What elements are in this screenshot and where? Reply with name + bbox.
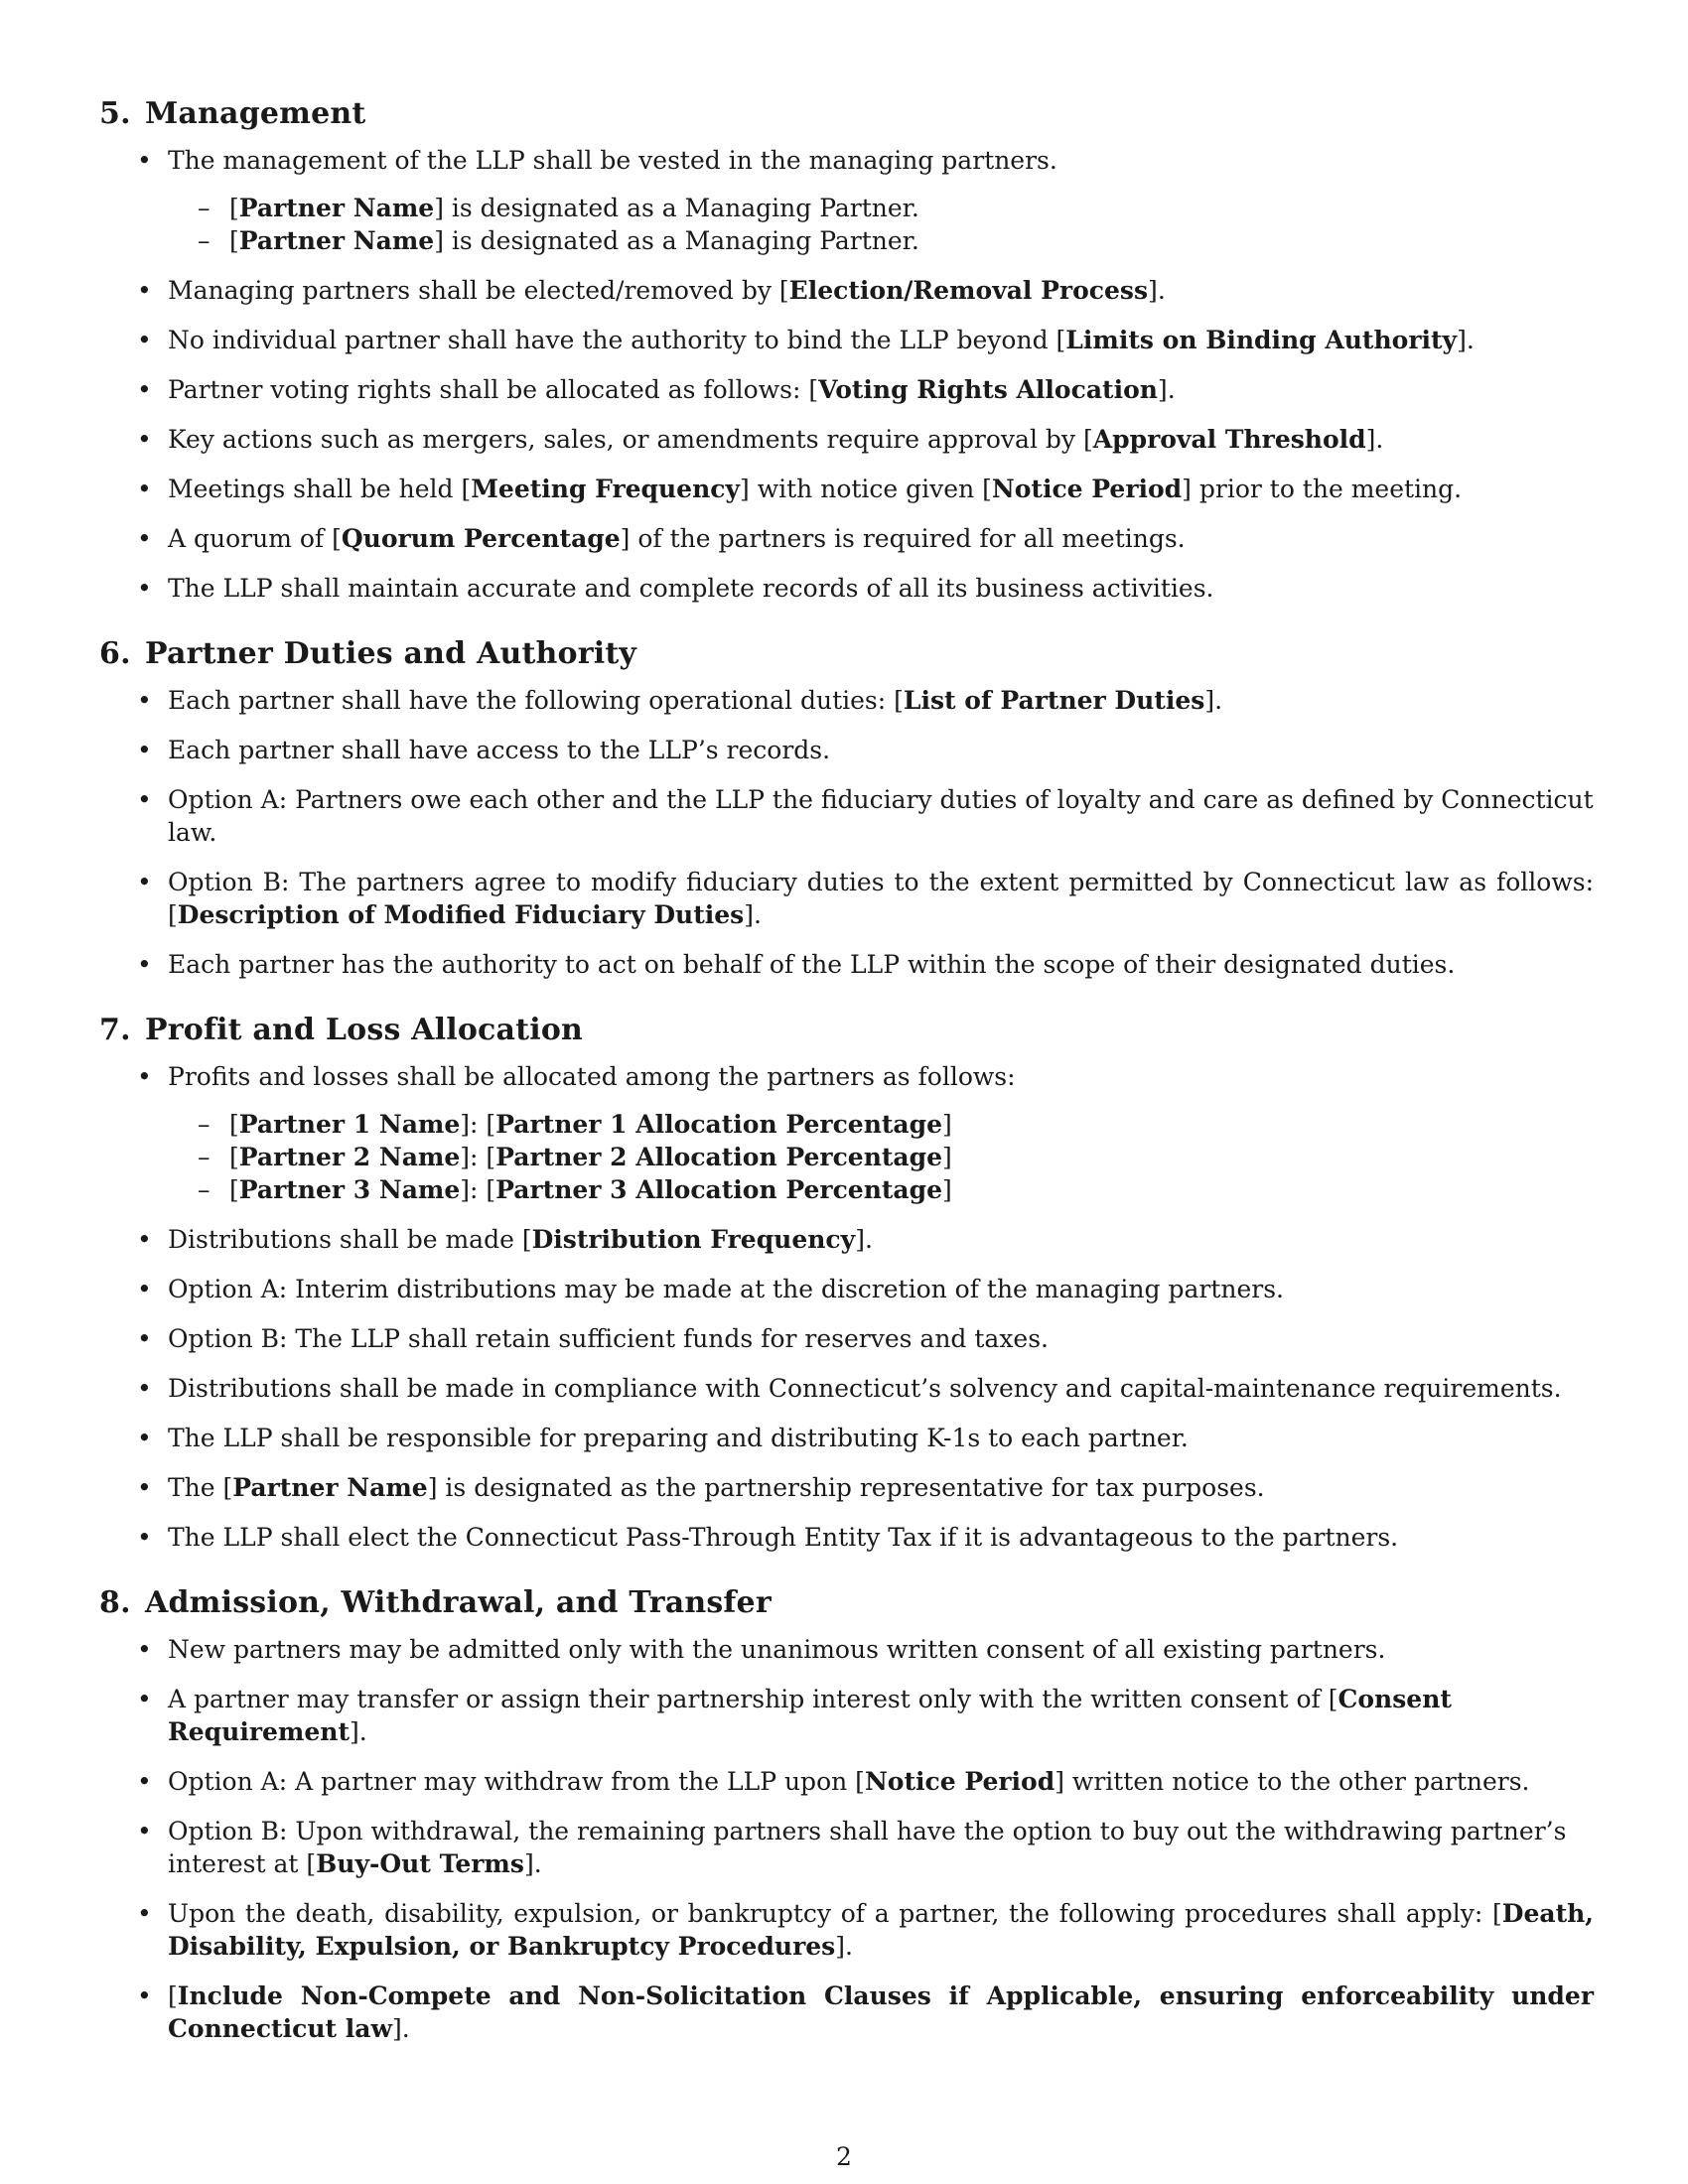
list-item: • Option B: The partners agree to modify fiduciary duties to the extent permitted by Connecticut law as follows: [Description of Modified Fiduciary Duties]. [99,866,1594,931]
list-item: • Each partner shall have the following operational duties: [List of Partner Duties]. [99,684,1594,717]
list-item: • Profits and losses shall be allocated among the partners as follows: – [Partner 1 Name]: [Partner 1 Allocation Percentage] – [Partner 2 Name]: [Partner 2 Allocation Percentage] – [Partner 3 Name]: [Partner 3 Allocation Percentage] [99,1060,1594,1206]
sub-list-item: – [Partner Name] is designated as a Managing Partner. [168,192,1594,224]
list-item: • The [Partner Name] is designated as the partnership representative for tax purposes. [99,1471,1594,1504]
sub-list [168,1108,1594,1206]
section-admission-withdrawal [99,1583,1594,2045]
list-item: • The LLP shall maintain accurate and complete records of all its business activities. [99,572,1594,605]
section-management [99,94,1594,605]
list-item: • Each partner shall have access to the LLP’s records. [99,734,1594,766]
section-heading: 8. Admission, Withdrawal, and Transfer [99,1585,772,1620]
list-item: • A partner may transfer or assign their partnership interest only with the written consent of [Consent Requirement]. [99,1683,1594,1748]
section-heading: 5. Management [99,96,366,131]
list-item: • [Include Non-Compete and Non-Solicitation Clauses if Applicable, ensuring enforceability under Connecticut law]. [99,1979,1594,2045]
list-item: • Each partner has the authority to act on behalf of the LLP within the scope of their designated duties. [99,948,1594,981]
bullet-list [99,144,1594,605]
list-item: • Option B: Upon withdrawal, the remaining partners shall have the option to buy out the withdrawing partner’s interest at [Buy-Out Terms]. [99,1815,1594,1880]
sub-list [168,192,1594,257]
list-item: • No individual partner shall have the authority to bind the LLP beyond [Limits on Binding Authority]. [99,324,1594,356]
list-item: • The LLP shall be responsible for preparing and distributing K-1s to each partner. [99,1422,1594,1454]
sub-list-item: – [Partner 1 Name]: [Partner 1 Allocation Percentage] [168,1108,1594,1141]
list-item: • The management of the LLP shall be vested in the managing partners. – [Partner Name] is designated as a Managing Partner. – [Partner Name] is designated as a Managing Partner. [99,144,1594,257]
bullet-list [99,1633,1594,2045]
list-item: • Distributions shall be made in compliance with Connecticut’s solvency and capital-maintenance requirements. [99,1372,1594,1405]
list-item: • Upon the death, disability, expulsion, or bankruptcy of a partner, the following procedures shall apply: [Death, Disability, Expulsion, or Bankruptcy Procedures]. [99,1897,1594,1963]
list-item: • Distributions shall be made [Distribution Frequency]. [99,1223,1594,1256]
section-partner-duties [99,634,1594,981]
list-item: • Key actions such as mergers, sales, or amendments require approval by [Approval Threshold]. [99,423,1594,456]
section-heading: 6. Partner Duties and Authority [99,636,637,671]
list-item: • Option A: Partners owe each other and the LLP the fiduciary duties of loyalty and care as defined by Connecticut law. [99,783,1594,849]
document-page [99,94,1594,2075]
bullet-list [99,684,1594,981]
sub-list-item: – [Partner 2 Name]: [Partner 2 Allocation Percentage] [168,1141,1594,1173]
section-profit-loss [99,1011,1594,1554]
bullet-list [99,1060,1594,1554]
list-item: • Managing partners shall be elected/removed by [Election/Removal Process]. [99,274,1594,307]
sub-list-item: – [Partner 3 Name]: [Partner 3 Allocation Percentage] [168,1173,1594,1206]
list-item: • Option A: A partner may withdraw from the LLP upon [Notice Period] written notice to the other partners. [99,1765,1594,1798]
list-item: • A quorum of [Quorum Percentage] of the partners is required for all meetings. [99,522,1594,555]
list-item: • Option A: Interim distributions may be made at the discretion of the managing partners. [99,1273,1594,1305]
list-item: • The LLP shall elect the Connecticut Pass-Through Entity Tax if it is advantageous to the partners. [99,1521,1594,1554]
list-item: • Partner voting rights shall be allocated as follows: [Voting Rights Allocation]. [99,373,1594,406]
page-number: 2 [836,2142,852,2171]
list-item: • Meetings shall be held [Meeting Frequency] with notice given [Notice Period] prior to the meeting. [99,473,1594,505]
section-heading: 7. Profit and Loss Allocation [99,1013,584,1047]
list-item: • New partners may be admitted only with the unanimous written consent of all existing partners. [99,1633,1594,1666]
sub-list-item: – [Partner Name] is designated as a Managing Partner. [168,224,1594,257]
list-item: • Option B: The LLP shall retain sufficient funds for reserves and taxes. [99,1322,1594,1355]
